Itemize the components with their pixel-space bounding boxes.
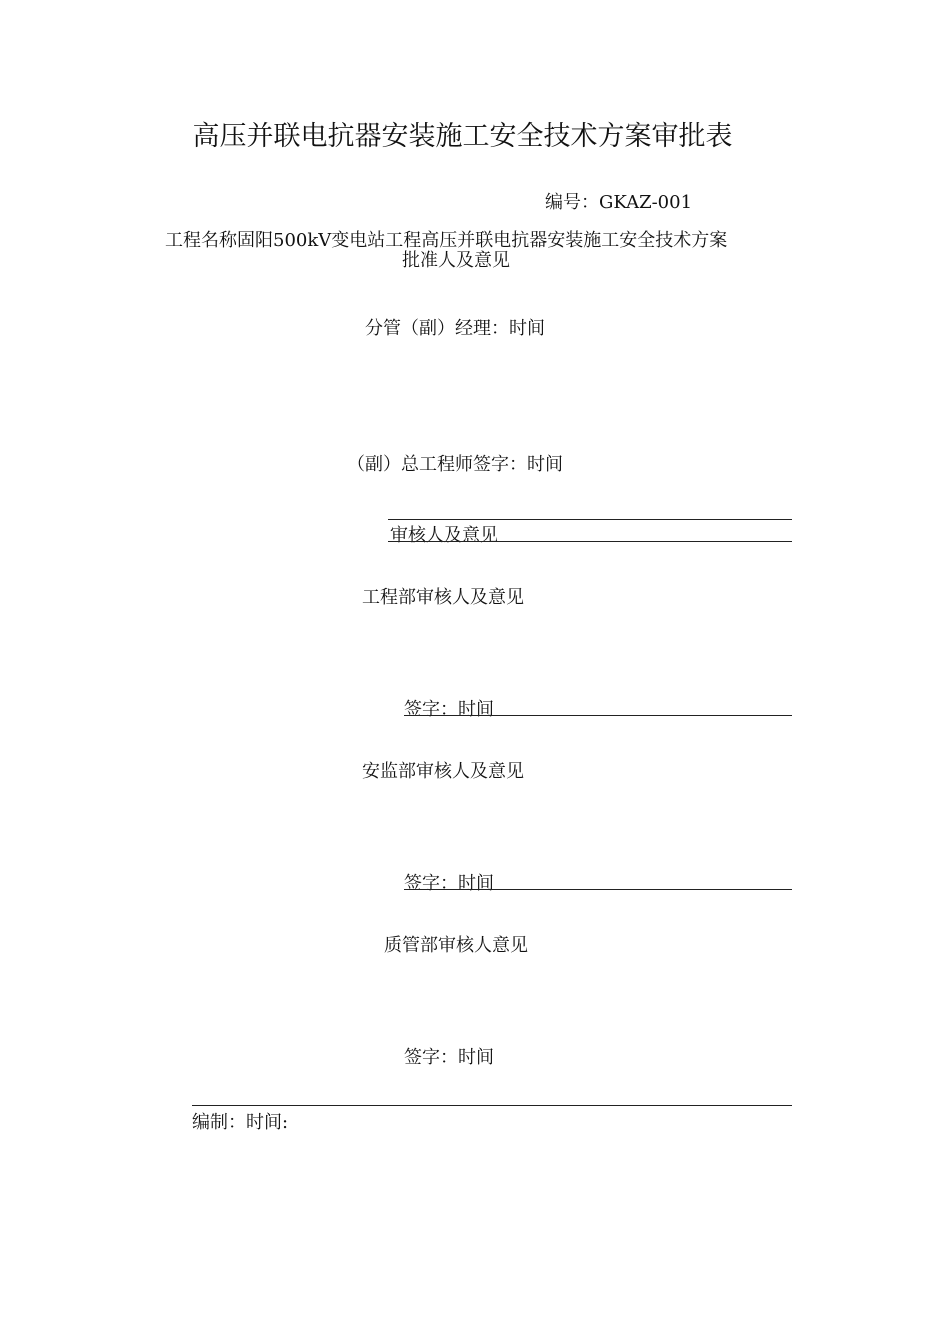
engineering-dept-signature-line: 签字：时间	[404, 699, 494, 720]
approver-heading: 批准人及意见	[402, 250, 510, 271]
divider-line	[404, 715, 792, 716]
manager-signature-line: 分管（副）经理：时间	[365, 318, 545, 339]
document-number: 编号：GKAZ-001	[545, 192, 693, 213]
divider-line	[404, 889, 792, 890]
divider-line	[388, 519, 792, 520]
safety-dept-heading: 安监部审核人及意见	[362, 761, 524, 782]
engineering-dept-heading: 工程部审核人及意见	[362, 587, 524, 608]
safety-dept-signature-line: 签字：时间	[404, 873, 494, 894]
divider-line	[192, 1105, 792, 1106]
chief-engineer-signature-line: （副）总工程师签字：时间	[347, 454, 563, 475]
divider-line	[388, 541, 792, 542]
page-title: 高压并联电抗器安装施工安全技术方案审批表	[192, 121, 733, 152]
reviewer-heading: 审核人及意见	[390, 525, 498, 546]
quality-dept-heading: 质管部审核人意见	[384, 935, 528, 956]
project-name: 工程名称固阳500kV变电站工程高压并联电抗器安装施工安全技术方案	[165, 230, 728, 251]
compiled-by-line: 编制：时间:	[192, 1112, 289, 1133]
quality-dept-signature-line: 签字：时间	[404, 1047, 494, 1068]
